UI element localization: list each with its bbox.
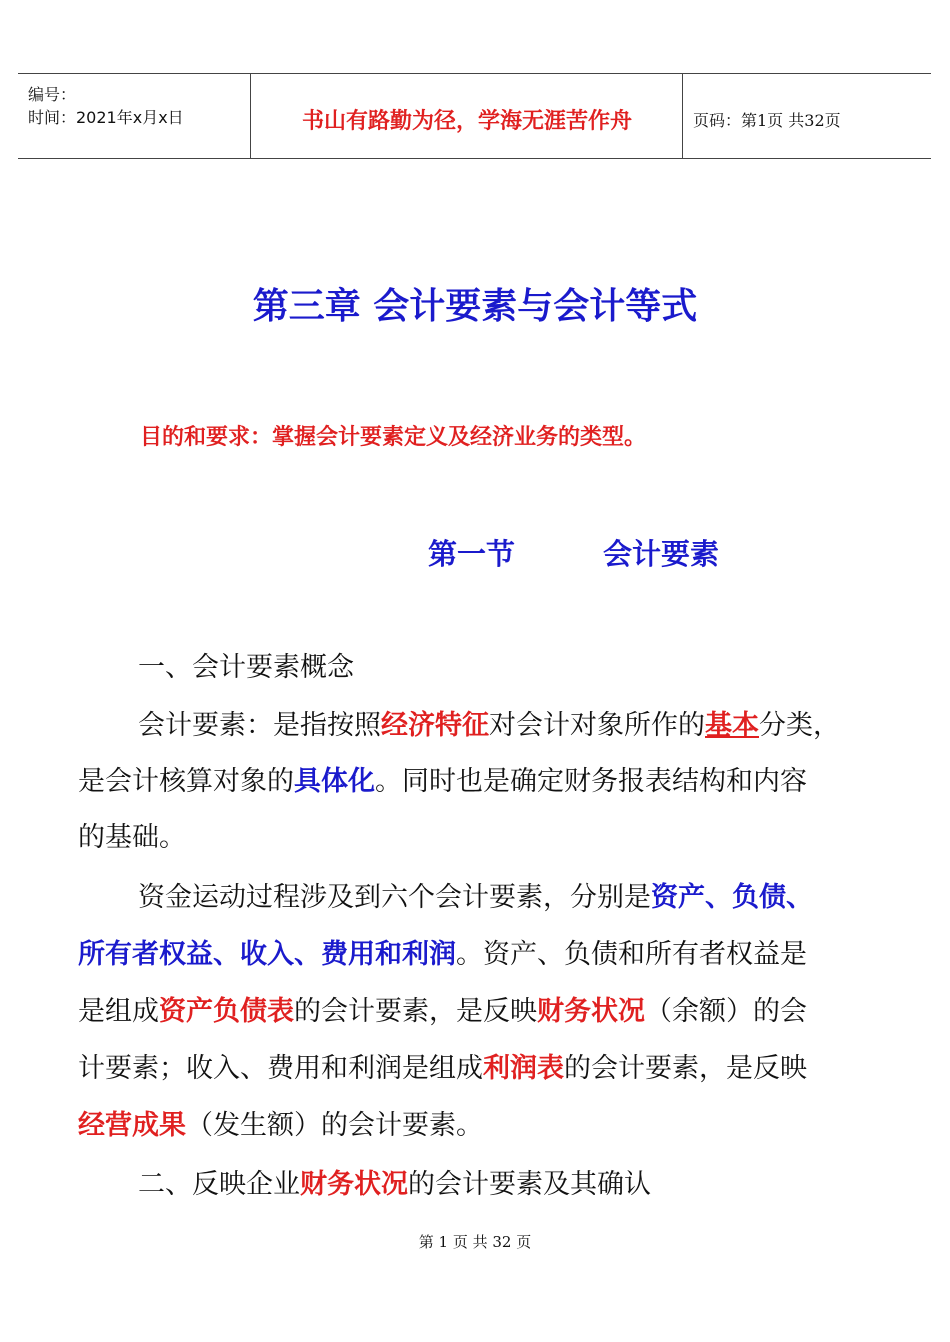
highlight-red: 财务状况 [300, 1169, 408, 1200]
heading-1: 一、会计要素概念 [138, 652, 354, 683]
highlight-blue: 资产、负债、 [651, 882, 813, 913]
highlight-red: 资产负债表 [159, 996, 294, 1027]
text: 的会计要素，是反映 [294, 996, 537, 1027]
highlight-red: 经营成果 [78, 1110, 186, 1141]
section-name: 会计要素 [603, 537, 720, 571]
doc-time-label: 时间：2021年x月x日 [28, 108, 184, 127]
section-title [428, 532, 719, 573]
highlight-red-underlined: 基本 [705, 710, 759, 741]
text: 的会计要素及其确认 [408, 1169, 651, 1200]
header-page-cell [683, 74, 931, 158]
page-footer: 第 1 页 共 32 页 [418, 1233, 532, 1251]
section-number: 第一节 [428, 537, 516, 571]
paragraph-2-line-1 [138, 880, 813, 916]
paragraph-2-line-3 [78, 994, 807, 1030]
header-table [18, 73, 931, 159]
paragraph-2-line-5 [78, 1108, 483, 1144]
goal-text: 目的和要求：掌握会计要素定义及经济业务的类型。 [140, 424, 647, 450]
header-page-label: 页码：第1页 共32页 [693, 111, 841, 130]
highlight-red: 利润表 [483, 1053, 564, 1084]
paragraph-1-line-3: 的基础。 [78, 822, 186, 853]
text: 的会计要素，是反映 [564, 1053, 807, 1084]
text: 是会计核算对象的 [78, 766, 294, 797]
text: 。同时也是确定财务报表结构和内容 [375, 766, 807, 797]
paragraph-2-line-4 [78, 1051, 807, 1087]
text: 。资产、负债和所有者权益是 [456, 939, 807, 970]
paragraph-1-line-1 [138, 708, 840, 744]
text: 对会计对象所作的 [489, 710, 705, 741]
text: （余额）的会 [645, 996, 807, 1027]
header-info-cell [18, 74, 251, 158]
text: 二、反映企业 [138, 1169, 300, 1200]
text: 会计要素：是指按照 [138, 710, 381, 741]
highlight-blue: 具体化 [294, 766, 375, 797]
highlight-blue: 所有者权益、收入、费用和利润 [78, 939, 456, 970]
highlight-red: 财务状况 [537, 996, 645, 1027]
doc-number-label: 编号： [28, 85, 77, 104]
text: 分类， [759, 710, 840, 741]
text: 计要素；收入、费用和利润是组成 [78, 1053, 483, 1084]
text: 资金运动过程涉及到六个会计要素，分别是 [138, 882, 651, 913]
paragraph-1-line-2 [78, 764, 807, 800]
paragraph-2-line-2 [78, 937, 807, 973]
heading-2 [138, 1167, 651, 1203]
highlight-red: 经济特征 [381, 710, 489, 741]
header-motto-cell [251, 74, 683, 158]
chapter-title: 第三章 会计要素与会计等式 [252, 285, 698, 327]
text: 是组成 [78, 996, 159, 1027]
text: （发生额）的会计要素。 [186, 1110, 483, 1141]
motto: 书山有路勤为径，学海无涯苦作舟 [301, 108, 632, 134]
